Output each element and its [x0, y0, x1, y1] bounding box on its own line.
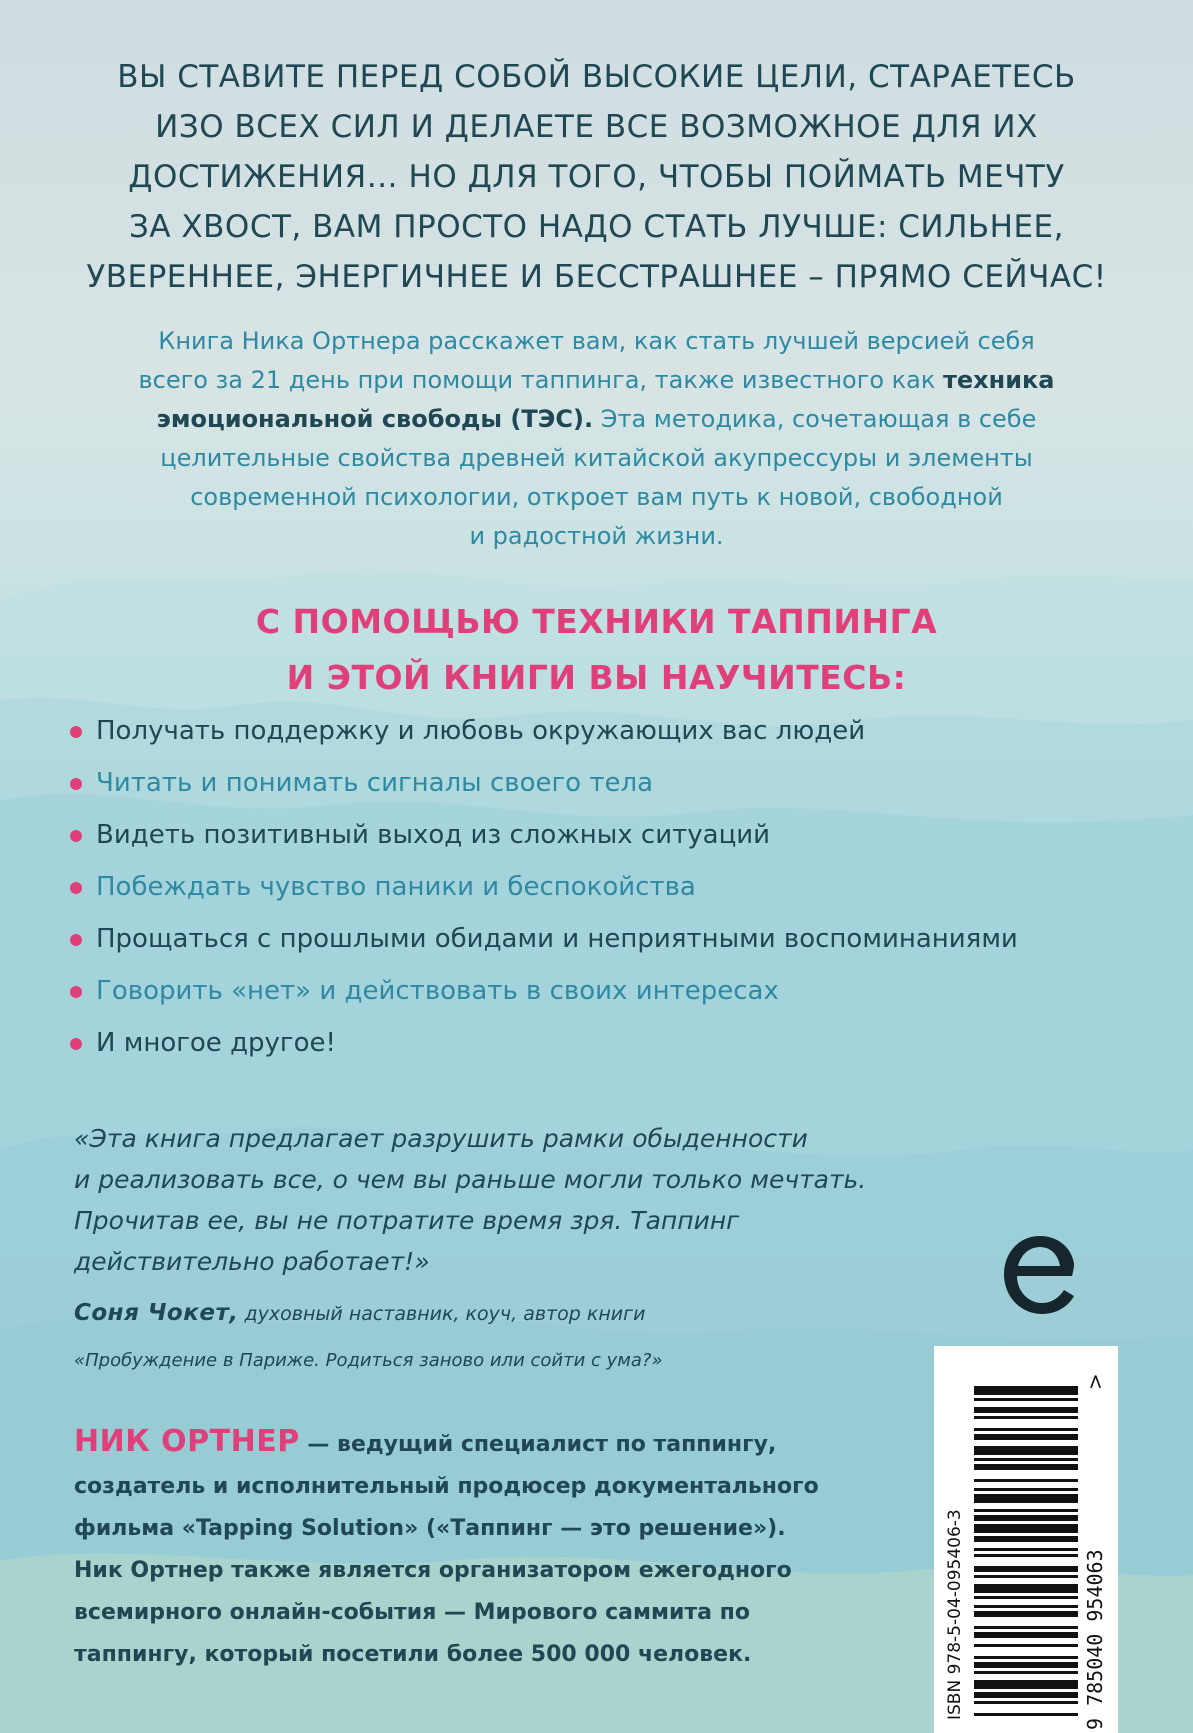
barcode-bar	[974, 1524, 1078, 1533]
barcode-bar	[974, 1566, 1078, 1572]
barcode-bar	[974, 1611, 1078, 1617]
quote-author-role: духовный наставник, коуч, автор книги	[238, 1303, 646, 1325]
list-item	[70, 705, 1160, 757]
author-bio-line: Ник Ортнер также является организатором ежегодного	[74, 1558, 792, 1583]
barcode-bar	[974, 1605, 1078, 1608]
intro-text: Эта методика, сочетающая в себе	[593, 405, 1037, 433]
quote-line: и реализовать все, о чем вы раньше могли только мечтать.	[74, 1165, 867, 1194]
headline-line: ИЗО ВСЕХ СИЛ И ДЕЛАЕТЕ ВСЕ ВОЗМОЖНОЕ ДЛЯ ИХ	[155, 109, 1038, 145]
bullet-dot-icon	[70, 882, 82, 894]
barcode-bar	[974, 1416, 1078, 1419]
benefit-text: Прощаться с прошлыми обидами и неприятными воспоминаниями	[96, 924, 1018, 954]
intro-text: всего за 21 день при помощи таппинга, также известного как	[138, 366, 943, 394]
benefits-heading-line: И ЭТОЙ КНИГИ ВЫ НАУЧИТЕСЬ:	[286, 658, 907, 697]
barcode-bar	[974, 1515, 1078, 1521]
intro-line: современной психологии, откроет вам путь к новой, свободной	[190, 483, 1003, 511]
isbn-text: ISBN 978-5-04-095406-3	[945, 1509, 965, 1720]
barcode-bar	[974, 1644, 1078, 1647]
barcode-bars	[974, 1386, 1078, 1716]
author-bio-line: всемирного онлайн-события — Мирового саммита по	[74, 1600, 750, 1625]
barcode-bar	[974, 1554, 1078, 1557]
intro-paragraph	[60, 322, 1133, 556]
benefit-text: Говорить «нет» и действовать в своих интересах	[96, 976, 779, 1006]
quote-line: Прочитав ее, вы не потратите время зря. Таппинг	[74, 1206, 740, 1235]
barcode-bar	[974, 1656, 1078, 1659]
benefit-text: Читать и понимать сигналы своего тела	[96, 768, 654, 798]
barcode-bar	[974, 1584, 1078, 1593]
author-bio	[74, 1421, 894, 1676]
headline-line: ДОСТИЖЕНИЯ… НО ДЛЯ ТОГО, ЧТОБЫ ПОЙМАТЬ МЕЧТУ	[128, 159, 1065, 195]
barcode-bar	[974, 1548, 1078, 1551]
list-item	[70, 913, 1160, 965]
barcode-arrow: >	[1083, 1373, 1107, 1390]
bullet-dot-icon	[70, 830, 82, 842]
barcode-bar	[974, 1464, 1078, 1470]
barcode-bar	[974, 1488, 1078, 1491]
list-item	[70, 965, 1160, 1017]
barcode-bar	[974, 1398, 1078, 1401]
list-item	[70, 757, 1160, 809]
barcode-bar	[974, 1434, 1078, 1440]
headline-line: ВЫ СТАВИТЕ ПЕРЕД СОБОЙ ВЫСОКИЕ ЦЕЛИ, СТАРАЕТЕСЬ	[117, 59, 1076, 95]
barcode-bar	[974, 1509, 1078, 1512]
barcode-bar	[974, 1386, 1078, 1395]
barcode-bar	[974, 1428, 1078, 1431]
author-bio-line	[74, 1421, 894, 1466]
author-bio-line: создатель и исполнительный продюсер документального	[74, 1474, 819, 1499]
benefit-text: Побеждать чувство паники и беспокойства	[96, 872, 696, 902]
intro-line	[60, 361, 1133, 400]
author-bio-line: таппингу, который посетили более 500 000 человек.	[74, 1642, 752, 1667]
review-quote	[74, 1118, 974, 1282]
barcode-bar	[974, 1713, 1078, 1716]
bullet-dot-icon	[70, 778, 82, 790]
barcode-bar	[974, 1575, 1078, 1578]
benefit-text: И многое другое!	[96, 1028, 336, 1058]
benefits-list	[70, 705, 1160, 1069]
intro-line: Книга Ника Ортнера расскажет вам, как стать лучшей версией себя	[158, 327, 1035, 355]
barcode-bar	[974, 1671, 1078, 1674]
list-item	[70, 861, 1160, 913]
publisher-logo-icon	[996, 1228, 1082, 1320]
bullet-dot-icon	[70, 934, 82, 946]
list-item	[70, 809, 1160, 861]
quote-line: действительно работает!»	[74, 1247, 430, 1276]
barcode-bar	[974, 1701, 1078, 1704]
headline-line: ЗА ХВОСТ, ВАМ ПРОСТО НАДО СТАТЬ ЛУЧШЕ: СИЛЬНЕЕ,	[128, 209, 1065, 245]
intro-line: целительные свойства древней китайской акупрессуры и элементы	[160, 444, 1033, 472]
barcode-bar	[974, 1632, 1078, 1638]
headline-line: УВЕРЕННЕЕ, ЭНЕРГИЧНЕЕ И БЕССТРАШНЕЕ – ПРЯМО СЕЙЧАС!	[86, 259, 1107, 295]
isbn-barcode	[934, 1346, 1118, 1733]
intro-bold-text: эмоциональной свободы (ТЭС).	[156, 405, 594, 433]
barcode-bar	[974, 1479, 1078, 1482]
barcode-bar	[974, 1596, 1078, 1599]
intro-line	[60, 400, 1133, 439]
author-name: НИК ОРТНЕР	[74, 1424, 300, 1459]
barcode-bar	[974, 1494, 1078, 1503]
quote-author-name: Соня Чокет,	[74, 1300, 239, 1326]
bullet-dot-icon	[70, 726, 82, 738]
benefits-heading-line: С ПОМОЩЬЮ ТЕХНИКИ ТАППИНГА	[255, 602, 938, 641]
barcode-bar	[974, 1626, 1078, 1629]
list-item	[70, 1017, 1160, 1069]
barcode-digits: 9 785040 954063	[1083, 1549, 1107, 1730]
bullet-dot-icon	[70, 1038, 82, 1050]
barcode-bar	[974, 1407, 1078, 1413]
barcode-bar	[974, 1458, 1078, 1461]
barcode-graphic	[934, 1346, 1118, 1733]
barcode-bar	[974, 1692, 1078, 1698]
quote-attribution	[74, 1300, 974, 1326]
benefits-heading	[60, 594, 1133, 706]
barcode-bar	[974, 1662, 1078, 1668]
intro-line: и радостной жизни.	[469, 522, 724, 550]
barcode-bar	[974, 1536, 1078, 1542]
barcode-bar	[974, 1446, 1078, 1455]
barcode-bar	[974, 1680, 1078, 1689]
quote-line: «Эта книга предлагает разрушить рамки обыденности	[74, 1124, 808, 1153]
cover-headline	[60, 52, 1133, 302]
bullet-dot-icon	[70, 986, 82, 998]
author-bio-line: фильма «Tapping Solution» («Таппинг — это решение»).	[74, 1516, 786, 1541]
quote-book-title: «Пробуждение в Париже. Родиться заново или сойти с ума?»	[74, 1350, 663, 1371]
benefit-text: Видеть позитивный выход из сложных ситуаций	[96, 820, 771, 850]
author-bio-text: — ведущий специалист по таппингу,	[299, 1432, 777, 1457]
benefit-text: Получать поддержку и любовь окружающих вас людей	[96, 716, 866, 746]
intro-bold-text: техника	[942, 366, 1055, 394]
